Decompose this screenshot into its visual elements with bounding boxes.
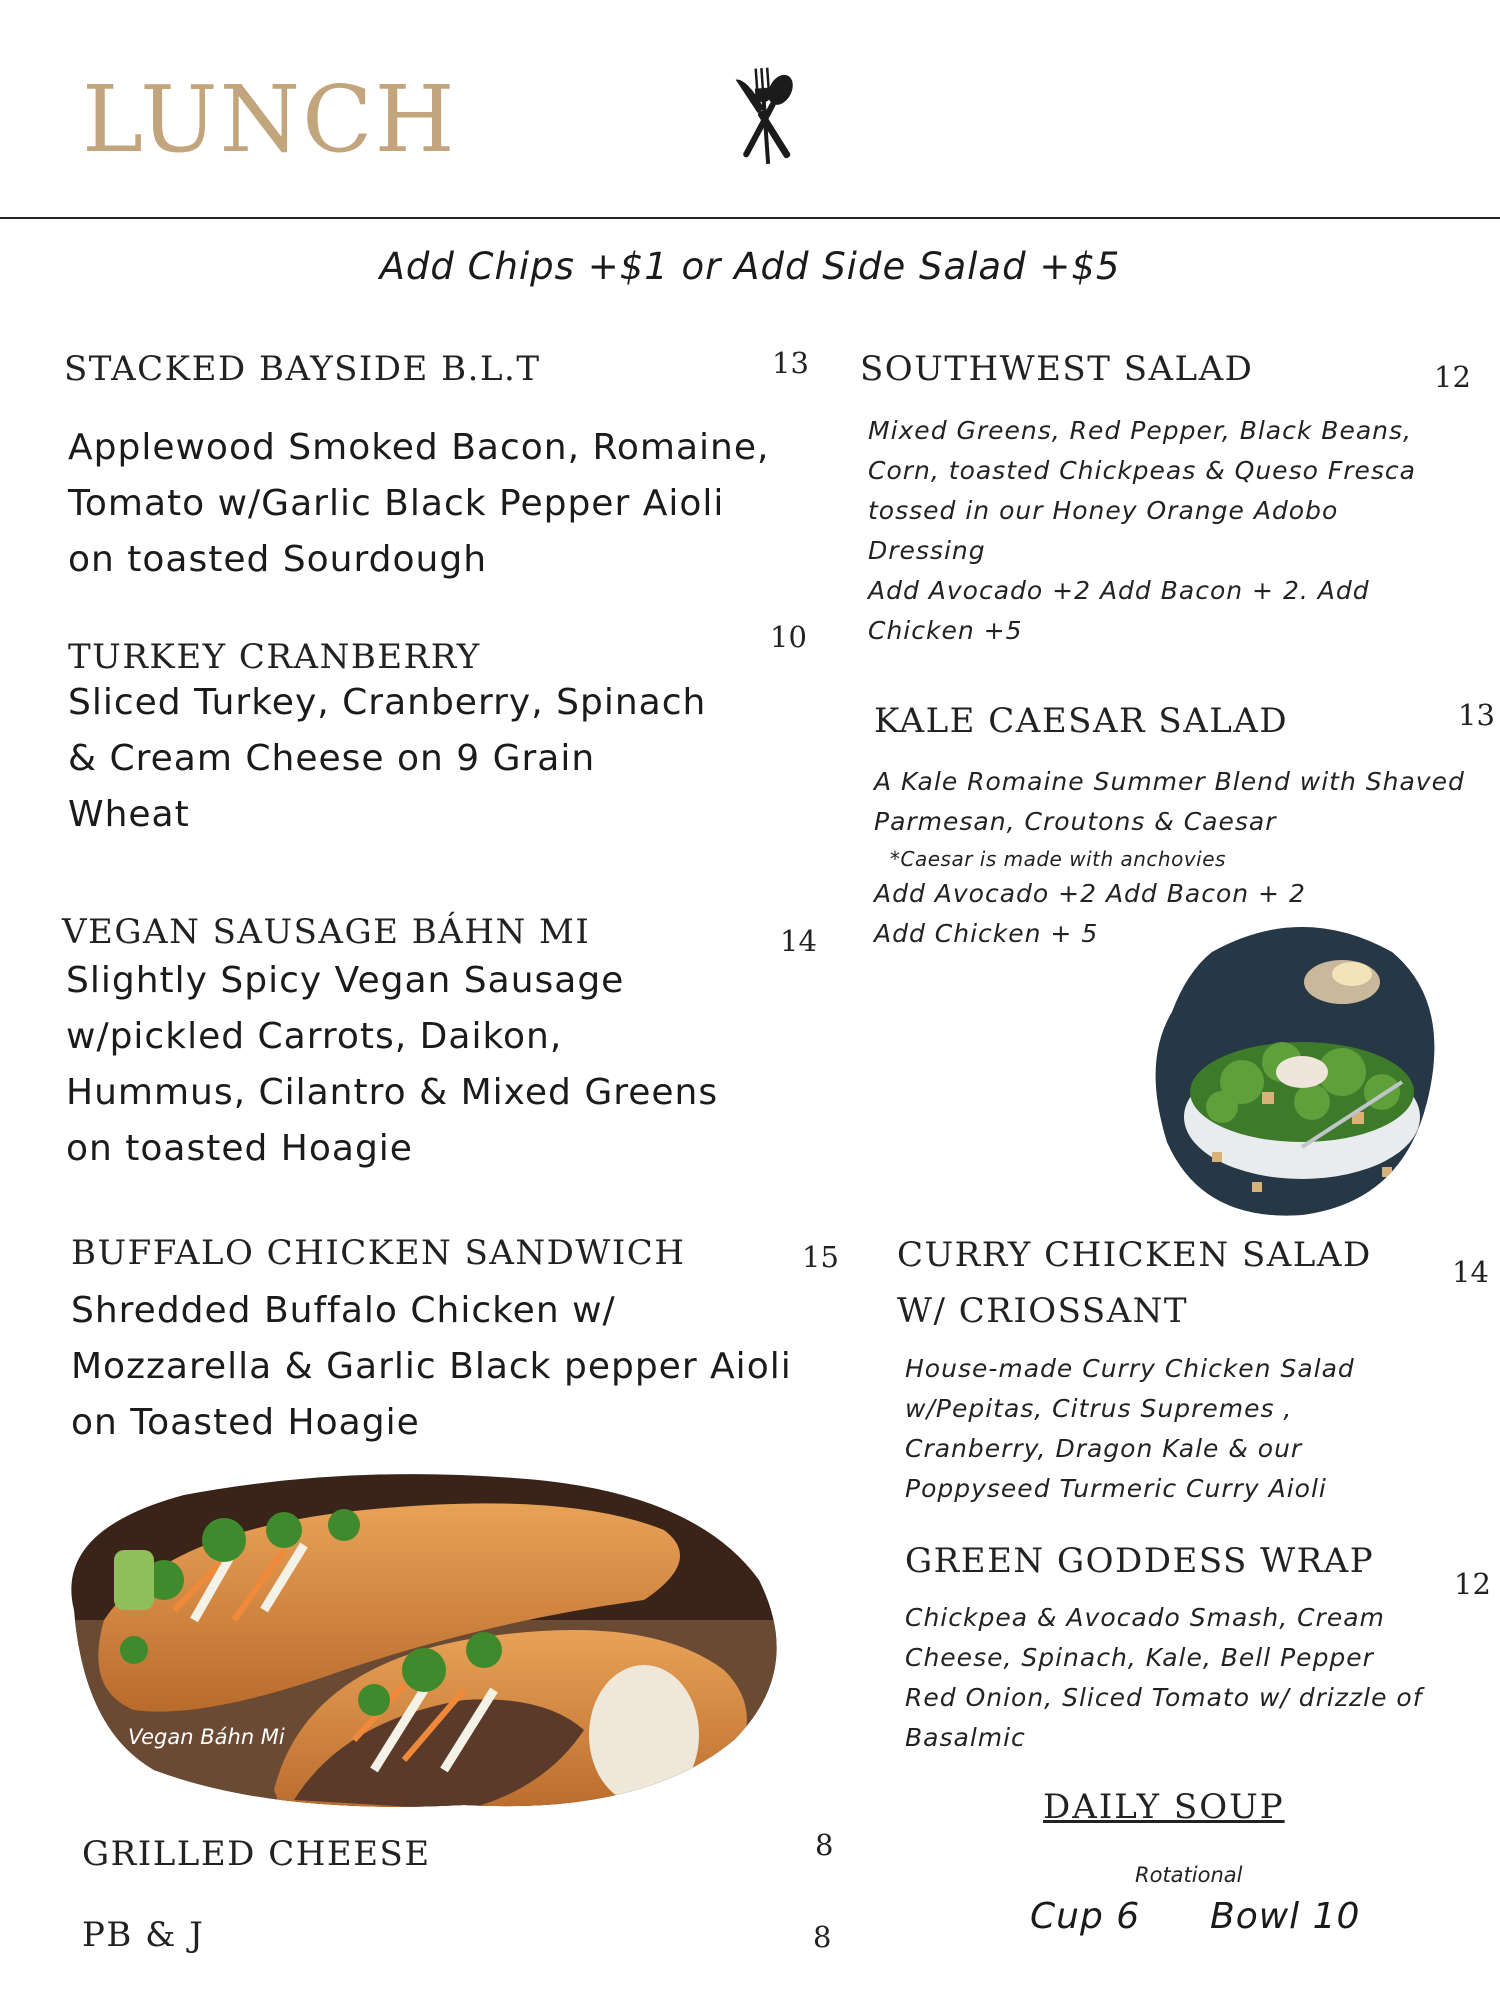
menu-item-name: GREEN GODDESS WRAP (905, 1541, 1375, 1581)
menu-item-name: GRILLED CHEESE (82, 1834, 431, 1874)
menu-item-name: CURRY CHICKEN SALAD (897, 1235, 1372, 1275)
menu-item-price: 12 (1434, 360, 1471, 394)
menu-item-description: A Kale Romaine Summer Blend with Shaved Parmesan, Croutons & Caesar (874, 767, 1465, 836)
caesar-salad-photo (1152, 912, 1438, 1218)
fork-knife-spoon-icon (715, 64, 815, 174)
menu-item-price: 10 (770, 620, 807, 654)
menu-item-name: SOUTHWEST SALAD (860, 349, 1254, 389)
menu-item-name: BUFFALO CHICKEN SANDWICH (71, 1233, 686, 1273)
menu-item-addons: Add Avocado +2 Add Bacon + 2 Add Chicken + 5 (874, 879, 1306, 948)
menu-item-description: Slightly Spicy Vegan Sausage w/pickled Carrots, Daikon, Hummus, Cilantro & Mixed Greens on toasted Hoagie (66, 960, 719, 1169)
menu-item-name-continued: W/ CRIOSSANT (897, 1291, 1189, 1331)
photo-caption: Vegan Báhn Mi (128, 1725, 285, 1749)
sides-addon-line: Add Chips +$1 or Add Side Salad +$5 (379, 245, 1121, 288)
page-title: LUNCH (82, 66, 457, 173)
menu-item-price: 13 (772, 346, 809, 380)
soup-cup-price: Cup 6 (1030, 1896, 1141, 1937)
menu-item-price: 15 (802, 1240, 839, 1274)
menu-item-price: 14 (1452, 1255, 1489, 1289)
menu-item-name: STACKED BAYSIDE B.L.T (64, 349, 541, 389)
menu-item-name: PB & J (82, 1915, 205, 1955)
menu-item-description: Sliced Turkey, Cranberry, Spinach & Cream Cheese on 9 Grain Wheat (68, 682, 707, 835)
soup-bowl-price: Bowl 10 (1210, 1896, 1361, 1937)
header-divider (0, 217, 1500, 219)
menu-item-price: 8 (815, 1828, 834, 1862)
menu-item-name: VEGAN SAUSAGE BÁHN MI (62, 912, 591, 952)
menu-item-price: 14 (780, 924, 817, 958)
banh-mi-photo (44, 1470, 784, 1815)
menu-item-description: House-made Curry Chicken Salad w/Pepitas, Citrus Supremes , Cranberry, Dragon Kale & our Poppyseed Turmeric Curry Aioli (905, 1354, 1355, 1503)
menu-item-price: 13 (1458, 698, 1495, 732)
menu-item-description: Mixed Greens, Red Pepper, Black Beans, Corn, toasted Chickpeas & Queso Fresca tossed in our Honey Orange Adobo Dressing Add Avocado +2 Add Bacon + 2. Add Chicken +5 (868, 416, 1416, 645)
menu-item-description: Chickpea & Avocado Smash, Cream Cheese, Spinach, Kale, Bell Pepper Red Onion, Sliced Tomato w/ drizzle of Basalmic (905, 1603, 1423, 1752)
menu-item-description: Applewood Smoked Bacon, Romaine, Tomato w/Garlic Black Pepper Aioli on toasted Sourdough (68, 427, 770, 580)
menu-item-name: TURKEY CRANBERRY (68, 637, 481, 677)
allergen-note: *Caesar is made with anchovies (890, 847, 1226, 871)
menu-item-description: Shredded Buffalo Chicken w/ Mozzarella & Garlic Black pepper Aioli on Toasted Hoagie (71, 1290, 792, 1443)
menu-item-price: 12 (1454, 1567, 1491, 1601)
daily-soup-title: DAILY SOUP (1043, 1787, 1285, 1827)
menu-item-name: KALE CAESAR SALAD (874, 701, 1289, 741)
menu-item-price: 8 (813, 1920, 832, 1954)
soup-subtitle: Rotational (1135, 1863, 1243, 1887)
